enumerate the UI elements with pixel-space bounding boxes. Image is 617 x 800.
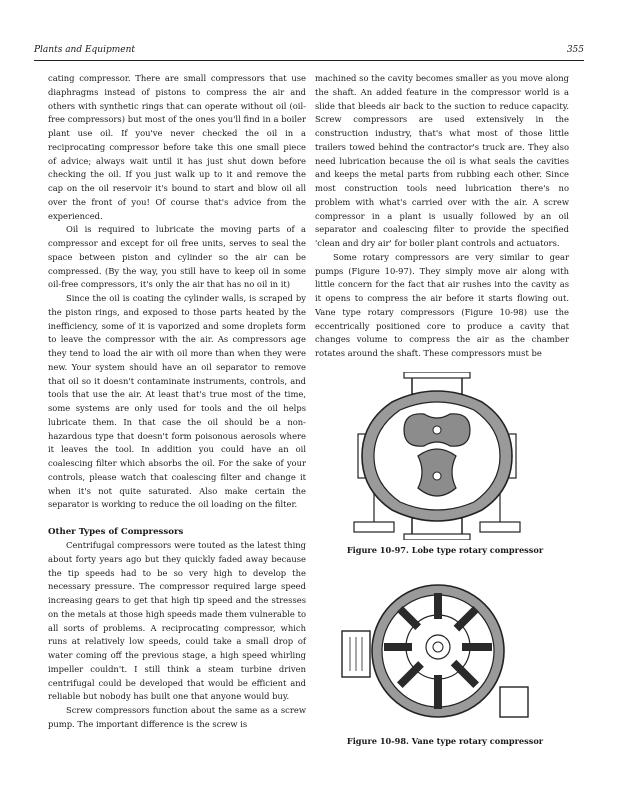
paragraph: Since the oil is coating the cylinder walls, is scraped by the piston rings, and exposed to those parts heated by the inefficiency, some of it is vaporized and some droplets form to leave the compressor with the air. As compressors age they tend to load the air with oil more than when they were new. Your system should have an oil separator to remove that oil so it doesn't contaminate instruments, controls, and tools that use the air. At least that's true most of the time, some systems are only used for tools and the oil helps lubricate them. In that case the oil should be a non-hazardous type that doesn't form poisonous aerosols where it leaves the tool. In addition you could have an oil coalescing filter which absorbs the oil. For the sake of your controls, please watch that coalescing filter and change it when it's not quite saturated. Also make certain the separator is working to reduce the oil loading on the filter. [48, 293, 306, 510]
header-rule [34, 60, 584, 61]
figure-caption: Figure 10-98. Vane type rotary compressor [346, 736, 544, 746]
section-heading: Other Types of Compressors [48, 527, 184, 537]
left-column [48, 72, 306, 732]
rotor-shaft [433, 642, 443, 652]
paragraph: Screw compressors function about the same as a screw pump. The important difference is the screw is [48, 705, 306, 729]
inlet-flange [404, 372, 470, 378]
vane [462, 643, 492, 651]
left-foot [354, 522, 394, 532]
paragraph: Centrifugal compressors were touted as the latest thing about forty years ago but they quickly faded away because the tip speeds had to be so very high to develop the necessary pressure. The compressor required large speed increasing gears to get that high tip speed and the stresses on the metals at those high speeds made them vulnerable to all sorts of problems. A reciprocating compressor, which runs at relatively low speeds, could take a small drop of water coming off the previous stage, a high speed whirling impeller couldn't. I still think a steam turbine driven centrifugal could be developed that would be efficient and reliable but nobody has built one that anyone would buy. [48, 540, 306, 702]
lobe-compressor-figure [352, 372, 522, 540]
vane [384, 643, 412, 651]
outlet-port [500, 687, 528, 717]
paragraph: cating compressor. There are small compressors that use diaphragms instead of pistons to compress the air and others with synthetic rings that can operate without oil (oil-free compressors) but most of the ones you'll find in a boiler plant use oil. If you've never checked the oil in a reciprocating compressor before take this one small piece of advice; always wait until it has just shut down before checking the oil. If you just walk up to it and remove the cap on the oil reservoir it's bound to start and blow oil all over the front of you! Of course that's advice from the experienced. [48, 73, 306, 221]
paragraph: Some rotary compressors are very similar to gear pumps (Figure 10-97). They simply move air along with little concern for the fact that air rushes into the cavity as it opens to compress the air before it starts flowing out. Vane type rotary compressors (Figure 10-98) use the eccentrically positioned core to produce a cavity that changes volume to compress the air as the chamber rotates around the shaft. These compressors must be [315, 251, 569, 358]
right-foot [480, 522, 520, 532]
running-title: Plants and Equipment [34, 45, 136, 55]
figure-caption: Figure 10-97. Lobe type rotary compressor [346, 545, 544, 555]
vane [434, 593, 442, 619]
paragraph: machined so the cavity becomes smaller as you move along the shaft. An added feature in the compressor world is a slide that bleeds air back to the suction to reduce capacity. Screw compressors are used extensively in the construction industry, that's what most of those little trailers towed behind the contractor's truck are. They also need lubrication because the oil is what seals the cavities and keeps the metal parts from rubbing each other. Since most construction tools need lubrication there's no problem with what's carried over with the air. A screw compressor in a plant is usually followed by an oil separator and coalescing filter to provide the specified 'clean and dry air' for boiler plant controls and actuators. [315, 73, 569, 248]
lower-shaft [433, 472, 441, 480]
page-number: 355 [566, 45, 584, 55]
right-column [315, 72, 569, 361]
running-header [34, 45, 584, 59]
paragraph: Oil is required to lubricate the moving parts of a compressor and except for oil free units, serves to seal the space between piston and cylinder so the air can be compressed. (By the way, you still have to keep oil in some oil-free compressors, it's only the air that has no oil in it) [48, 224, 306, 290]
upper-shaft [433, 426, 441, 434]
vane [434, 675, 442, 709]
vane-compressor-figure [340, 583, 530, 728]
outlet-flange [404, 534, 470, 540]
